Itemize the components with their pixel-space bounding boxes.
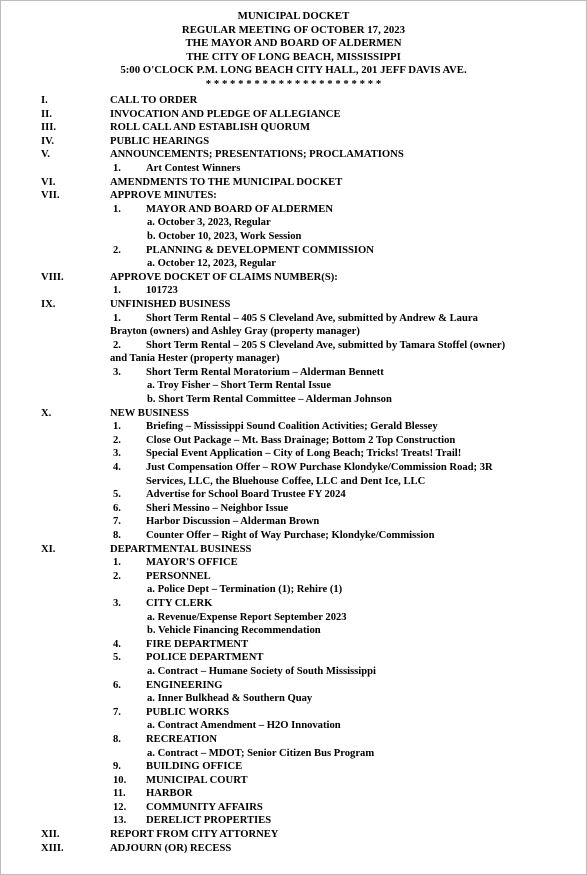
item-text: PLANNING & DEVELOPMENT COMMISSION [146, 244, 374, 256]
agenda-item [0, 801, 587, 815]
section-title: NEW BUSINESS [110, 407, 189, 419]
item-number: 2. [113, 339, 121, 351]
item-number: 9. [113, 761, 121, 773]
item-number: 4. [113, 638, 121, 650]
item-text: ENGINEERING [146, 679, 223, 691]
section-numeral: II. [41, 108, 52, 120]
section-row [0, 828, 587, 842]
section-numeral: IV. [41, 135, 55, 147]
sub-item [0, 393, 587, 407]
agenda-item [0, 706, 587, 720]
sub-item [0, 257, 587, 271]
item-number: 4. [113, 462, 121, 474]
item-number: 3. [113, 448, 121, 460]
section-numeral: III. [41, 122, 57, 134]
item-number: 8. [113, 733, 121, 745]
item-number: 6. [113, 679, 121, 691]
sub-item [0, 230, 587, 244]
agenda-item [0, 284, 587, 298]
section-title: DEPARTMENTAL BUSINESS [110, 543, 252, 555]
agenda-item [0, 488, 587, 502]
sub-item-text: b. October 10, 2023, Work Session [147, 230, 302, 242]
item-text: DERELICT PROPERTIES [146, 815, 272, 827]
agenda-item [0, 461, 587, 488]
item-text: FIRE DEPARTMENT [146, 638, 249, 650]
section-numeral: I. [41, 95, 48, 106]
agenda-item [0, 203, 587, 217]
agenda-item [0, 339, 587, 366]
item-text: PERSONNEL [146, 570, 211, 582]
item-number: 2. [113, 244, 121, 256]
agenda-item [0, 447, 587, 461]
section-title: APPROVE MINUTES: [110, 190, 217, 202]
item-text: Short Term Rental – 205 S Cleveland Ave, submitted by Tamara Stoffel (owner) [146, 339, 506, 351]
section-row [0, 407, 587, 421]
agenda-item [0, 787, 587, 801]
agenda-item [0, 597, 587, 611]
sub-item [0, 583, 587, 597]
sub-item [0, 624, 587, 638]
section-numeral: XIII. [41, 842, 64, 854]
section-title: CALL TO ORDER [110, 95, 198, 106]
section-title: ADJOURN (OR) RECESS [110, 842, 232, 854]
sub-item-text: a. Contract Amendment – H2O Innovation [147, 720, 341, 732]
section-title: ANNOUNCEMENTS; PRESENTATIONS; PROCLAMATIONS [110, 149, 404, 161]
section-numeral: VI. [41, 176, 56, 188]
item-text: Art Contest Winners [146, 162, 241, 174]
item-number: 1. [113, 421, 121, 433]
sub-item-text: a. October 3, 2023, Regular [147, 217, 271, 229]
item-number: 1. [113, 557, 121, 569]
item-text: Counter Offer – Right of Way Purchase; Klondyke/Commission [146, 530, 435, 541]
agenda-item [0, 679, 587, 693]
section-title: UNFINISHED BUSINESS [110, 298, 231, 310]
item-text: HARBOR [146, 788, 193, 800]
section-numeral: VII. [41, 190, 60, 202]
sub-item-text: b. Short Term Rental Committee – Alderman Johnson [147, 394, 392, 406]
item-number: 8. [113, 530, 121, 541]
item-text: COMMUNITY AFFAIRS [146, 801, 263, 813]
item-number: 11. [113, 788, 126, 800]
item-text: RECREATION [146, 733, 218, 745]
agenda-item [0, 312, 587, 339]
section-row [0, 543, 587, 557]
section-row [0, 148, 587, 162]
item-number: 10. [113, 774, 127, 786]
item-number: 1. [113, 312, 121, 324]
section-numeral: XI. [41, 543, 56, 555]
governing-body: THE MAYOR AND BOARD OF ALDERMEN [185, 37, 402, 50]
item-text: MAYOR AND BOARD OF ALDERMEN [146, 203, 333, 215]
sub-item [0, 611, 587, 625]
item-text: Sheri Messino – Neighbor Issue [146, 502, 289, 514]
agenda-item [0, 162, 587, 176]
agenda-item [0, 774, 587, 788]
item-number: 6. [113, 502, 121, 514]
item-number: 5. [113, 489, 121, 501]
section-row [0, 189, 587, 203]
agenda-item [0, 556, 587, 570]
item-text: Short Term Rental – 405 S Cleveland Ave, submitted by Andrew & Laura [146, 312, 478, 324]
sub-item-text: a. Troy Fisher – Short Term Rental Issue [147, 380, 332, 392]
city-name: THE CITY OF LONG BEACH, MISSISSIPPI [186, 50, 401, 63]
sub-item-text: b. Vehicle Financing Recommendation [147, 625, 321, 637]
item-text: Briefing – Mississippi Sound Coalition Activities; Gerald Blessey [146, 421, 438, 433]
section-title: INVOCATION AND PLEDGE OF ALLEGIANCE [110, 108, 341, 120]
sub-item-text: a. Contract – Humane Society of South Mississippi [147, 665, 376, 677]
sub-item [0, 665, 587, 679]
section-title: AMENDMENTS TO THE MUNICIPAL DOCKET [110, 176, 343, 188]
section-title: REPORT FROM CITY ATTORNEY [110, 829, 279, 841]
item-text: BUILDING OFFICE [146, 761, 243, 773]
section-numeral: XII. [41, 829, 60, 841]
sub-item-text: a. Revenue/Expense Report September 2023 [147, 611, 347, 623]
section-row [0, 121, 587, 135]
agenda-item [0, 651, 587, 665]
sub-item [0, 747, 587, 761]
item-text: MAYOR'S OFFICE [146, 557, 238, 569]
item-number: 1. [113, 203, 121, 215]
section-title: APPROVE DOCKET OF CLAIMS NUMBER(S): [110, 271, 338, 283]
sub-item-text: a. October 12, 2023, Regular [147, 258, 276, 270]
item-text: Close Out Package – Mt. Bass Drainage; Bottom 2 Top Construction [146, 434, 456, 446]
item-number: 7. [113, 516, 121, 528]
agenda-item [0, 760, 587, 774]
section-numeral: V. [41, 149, 50, 161]
docket-title: MUNICIPAL DOCKET [237, 10, 350, 22]
item-text: Just Compensation Offer – ROW Purchase Klondyke/Commission Road; 3R [146, 462, 493, 474]
agenda-item [0, 529, 587, 543]
meeting-date: REGULAR MEETING OF OCTOBER 17, 2023 [181, 23, 406, 36]
sub-item [0, 379, 587, 393]
docket-header [0, 10, 587, 92]
agenda-item [0, 502, 587, 516]
agenda-item [0, 814, 587, 828]
section-title: ROLL CALL AND ESTABLISH QUORUM [110, 122, 310, 134]
item-number: 7. [113, 706, 121, 718]
item-number: 1. [113, 285, 121, 297]
section-row [0, 298, 587, 312]
docket-agenda [0, 94, 587, 855]
sub-item [0, 719, 587, 733]
item-text-continued: and Tania Hester (property manager) [110, 353, 280, 365]
item-number: 12. [113, 801, 127, 813]
section-title: PUBLIC HEARINGS [110, 135, 210, 147]
agenda-item [0, 515, 587, 529]
item-number: 3. [113, 597, 121, 609]
item-text: POLICE DEPARTMENT [146, 652, 264, 664]
section-numeral: VIII. [41, 271, 64, 283]
section-row [0, 135, 587, 149]
item-text: Harbor Discussion – Alderman Brown [146, 516, 320, 528]
section-row [0, 271, 587, 285]
sub-item-text: a. Police Dept – Termination (1); Rehire (1) [147, 584, 343, 596]
agenda-item [0, 366, 587, 380]
section-numeral: IX. [41, 298, 56, 310]
section-row [0, 842, 587, 856]
item-text: CITY CLERK [146, 597, 213, 609]
item-text: MUNICIPAL COURT [146, 774, 248, 786]
sub-item-text: a. Inner Bulkhead & Southern Quay [147, 693, 313, 705]
header-divider: * * * * * * * * * * * * * * * * * * * * * * [205, 77, 382, 90]
item-number: 13. [113, 815, 127, 827]
item-text: 101723 [146, 285, 178, 297]
agenda-item [0, 570, 587, 584]
meeting-location: 5:00 O'CLOCK P.M. LONG BEACH CITY HALL, 201 JEFF DAVIS AVE. [120, 64, 467, 77]
item-text: Short Term Rental Moratorium – Alderman Bennett [146, 366, 384, 378]
section-row [0, 94, 587, 108]
item-number: 2. [113, 570, 121, 582]
agenda-item [0, 638, 587, 652]
section-numeral: X. [41, 407, 52, 419]
sub-item [0, 692, 587, 706]
section-row [0, 108, 587, 122]
agenda-item [0, 244, 587, 258]
item-number: 3. [113, 366, 121, 378]
agenda-item [0, 434, 587, 448]
agenda-item [0, 733, 587, 747]
section-row [0, 176, 587, 190]
item-text: Special Event Application – City of Long Beach; Tricks! Treats! Trail! [146, 448, 462, 460]
agenda-item [0, 420, 587, 434]
item-text: Advertise for School Board Trustee FY 2024 [146, 489, 346, 501]
item-text: PUBLIC WORKS [146, 706, 230, 718]
sub-item-text: a. Contract – MDOT; Senior Citizen Bus Program [147, 747, 375, 759]
item-text-continued: Brayton (owners) and Ashley Gray (property manager) [110, 326, 360, 338]
item-number: 1. [113, 162, 121, 174]
item-number: 2. [113, 434, 121, 446]
item-number: 5. [113, 652, 121, 664]
sub-item [0, 216, 587, 230]
item-text-continued: Services, LLC, the Bluehouse Coffee, LLC and Dent Ice, LLC [146, 475, 426, 487]
